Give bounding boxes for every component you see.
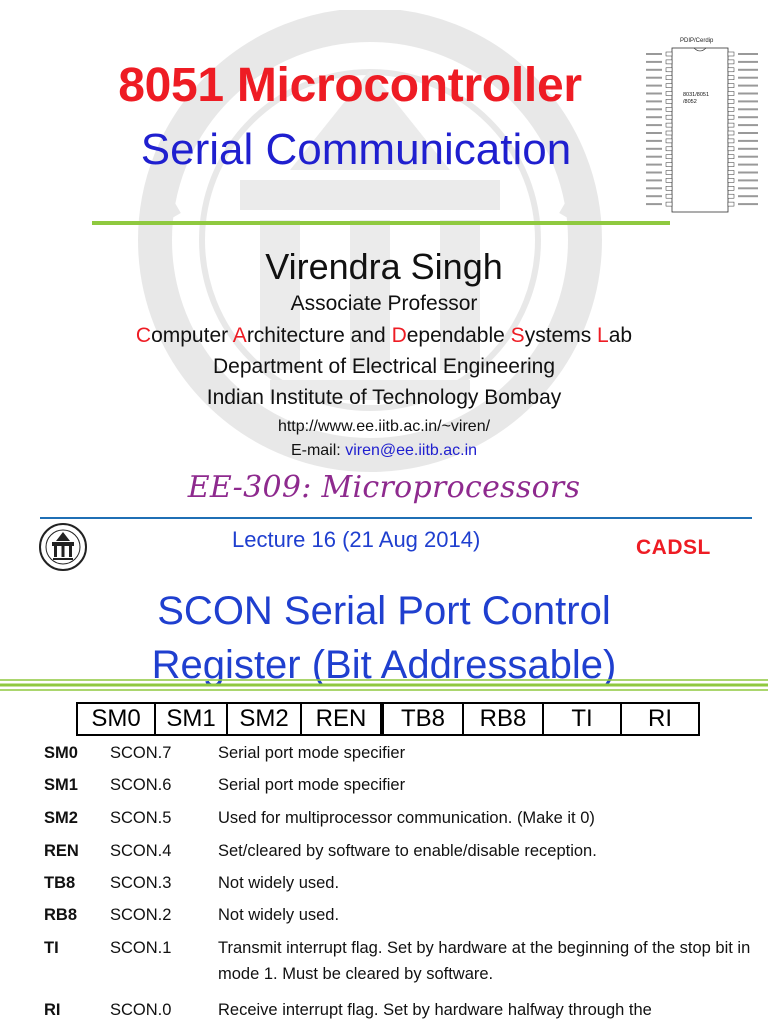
chip-pin-right <box>728 107 734 111</box>
chip-pin-label-left <box>646 132 662 134</box>
chip-part-line1: 8031/8051 <box>683 92 709 98</box>
bit-register: SCON.5 <box>110 809 172 827</box>
chip-pin-right <box>728 115 734 119</box>
bit-register: SCON.6 <box>110 776 172 794</box>
bit-name: SM2 <box>44 809 78 827</box>
slide-subtitle: Serial Communication <box>140 125 572 174</box>
chip-pinout-diagram <box>636 38 764 214</box>
institute: Indian Institute of Technology Bombay <box>206 386 562 409</box>
bit-description: Serial port mode specifier <box>218 744 406 762</box>
lab-initial: C <box>135 324 152 347</box>
chip-pin-label-right <box>738 77 758 79</box>
chip-pin-right <box>728 76 734 80</box>
chip-part-line2: /8052 <box>683 99 697 105</box>
chip-pin-label-left <box>646 148 662 150</box>
chip-package-caption: PDIP/Cerdip <box>680 38 714 44</box>
chip-pin-label-left <box>646 195 662 197</box>
bit-name: SM0 <box>44 744 78 762</box>
bit-description: Not widely used. <box>218 874 340 892</box>
bit-register: SCON.7 <box>110 744 172 762</box>
chip-pin-label-left <box>646 93 662 95</box>
department: Department of Electrical Engineering <box>212 355 555 378</box>
chip-pin-right <box>728 163 734 167</box>
bit-name: TB8 <box>44 874 76 892</box>
iitb-logo-icon <box>38 522 88 572</box>
register-bit-cell: REN <box>300 702 382 736</box>
chip-pin-label-right <box>738 132 758 134</box>
chip-pin-label-right <box>738 156 758 158</box>
chip-pin-label-left <box>646 164 662 166</box>
chip-pin-left <box>666 147 672 151</box>
bit-name: TI <box>44 939 59 957</box>
email-label: E-mail: <box>290 442 346 459</box>
chip-pin-right <box>728 52 734 56</box>
chip-pin-label-right <box>738 61 758 63</box>
chip-pin-left <box>666 52 672 56</box>
chip-pin-left <box>666 178 672 182</box>
register-bit-cell: SM0 <box>76 702 156 736</box>
lab-initial: L <box>597 324 609 347</box>
register-bit-cell: SM2 <box>226 702 302 736</box>
bit-name: SM1 <box>44 776 78 794</box>
chip-pin-right <box>728 178 734 182</box>
chip-pin-left <box>666 60 672 64</box>
bit-register: SCON.2 <box>110 906 172 924</box>
lab-name <box>0 324 768 348</box>
chip-pin-label-right <box>738 69 758 71</box>
chip-pin-right <box>728 171 734 175</box>
bit-description: Serial port mode specifier <box>218 776 406 794</box>
bit-name: RI <box>44 1001 61 1019</box>
chip-part-number <box>683 92 709 106</box>
green-divider <box>92 221 670 225</box>
bit-description: Not widely used. <box>218 906 340 924</box>
chip-pin-left <box>666 68 672 72</box>
chip-pin-label-right <box>738 116 758 118</box>
chip-pin-label-right <box>738 179 758 181</box>
chip-pin-right <box>728 84 734 88</box>
register-bit-cell: TI <box>542 702 622 736</box>
bit-description: Used for multiprocessor communication. (Make it 0) <box>218 809 595 827</box>
cadsl-logo: CADSL <box>636 536 711 559</box>
bit-register: SCON.4 <box>110 842 172 860</box>
chip-pin-label-left <box>646 69 662 71</box>
slide-title: 8051 Microcontroller <box>118 59 582 112</box>
chip-pin-left <box>666 139 672 143</box>
chip-pin-label-left <box>646 116 662 118</box>
chip-pin-right <box>728 194 734 198</box>
chip-pin-label-left <box>646 124 662 126</box>
blue-divider <box>40 517 752 519</box>
chip-pin-label-left <box>646 179 662 181</box>
register-bit-cell: RB8 <box>462 702 544 736</box>
lab-word: rchitecture and <box>246 324 392 347</box>
chip-pin-label-left <box>646 61 662 63</box>
green-rule <box>0 678 768 692</box>
chip-pin-right <box>728 139 734 143</box>
bit-name: RB8 <box>44 906 78 924</box>
chip-pin-right <box>728 99 734 103</box>
chip-pin-label-right <box>738 172 758 174</box>
chip-pin-right <box>728 147 734 151</box>
lecture-label: Lecture 16 (21 Aug 2014) <box>232 527 481 552</box>
presenter-name: Virendra Singh <box>265 246 503 287</box>
chip-pin-label-right <box>738 164 758 166</box>
chip-pin-right <box>728 68 734 72</box>
chip-pin-label-right <box>738 203 758 205</box>
chip-pin-left <box>666 115 672 119</box>
chip-pin-label-left <box>646 108 662 110</box>
email-link[interactable]: viren@ee.iitb.ac.in <box>345 442 478 459</box>
chip-pin-left <box>666 92 672 96</box>
chip-pin-left <box>666 131 672 135</box>
chip-pin-label-right <box>738 100 758 102</box>
chip-pin-label-right <box>738 53 758 55</box>
course-title: EE-309: Microprocessors <box>187 470 581 505</box>
chip-pin-right <box>728 186 734 190</box>
chip-pin-label-left <box>646 172 662 174</box>
register-bit-cell: RI <box>620 702 700 736</box>
chip-pin-right <box>728 202 734 206</box>
lab-word: ab <box>608 324 633 347</box>
scon-slide <box>0 578 768 1024</box>
chip-pin-left <box>666 202 672 206</box>
chip-pin-label-left <box>646 140 662 142</box>
chip-pin-right <box>728 60 734 64</box>
lab-word: ystems <box>524 324 598 347</box>
lab-initial: D <box>391 324 407 347</box>
bit-register: SCON.1 <box>110 939 172 957</box>
bit-name: REN <box>44 842 79 860</box>
presenter-role: Associate Professor <box>290 292 478 315</box>
chip-pin-label-left <box>646 100 662 102</box>
homepage-link[interactable]: http://www.ee.iitb.ac.in/~viren/ <box>277 418 491 435</box>
chip-pin-left <box>666 155 672 159</box>
chip-pin-left <box>666 186 672 190</box>
lab-word: omputer <box>151 324 233 347</box>
chip-pin-label-left <box>646 85 662 87</box>
chip-pin-left <box>666 171 672 175</box>
chip-pin-left <box>666 107 672 111</box>
chip-pin-left <box>666 99 672 103</box>
lab-initial: S <box>510 324 525 347</box>
title-line-1: SCON Serial Port Control <box>157 589 611 633</box>
register-bit-cell: TB8 <box>382 702 464 736</box>
chip-pin-right <box>728 123 734 127</box>
title-line-2: Register (Bit Addressable) <box>151 643 617 687</box>
bit-register: SCON.0 <box>110 1001 172 1019</box>
chip-pin-right <box>728 92 734 96</box>
chip-pin-right <box>728 131 734 135</box>
register-bit-cell: SM1 <box>154 702 228 736</box>
bit-register: SCON.3 <box>110 874 172 892</box>
email-line <box>0 442 768 460</box>
bit-description: Set/cleared by software to enable/disable reception. <box>218 842 597 860</box>
scon-register-diagram <box>78 702 700 736</box>
chip-pin-label-right <box>738 93 758 95</box>
chip-pin-label-left <box>646 156 662 158</box>
chip-pin-label-left <box>646 77 662 79</box>
chip-pin-label-right <box>738 195 758 197</box>
chip-pin-left <box>666 194 672 198</box>
chip-pin-left <box>666 163 672 167</box>
chip-pin-label-right <box>738 108 758 110</box>
chip-pin-label-right <box>738 148 758 150</box>
chip-pin-label-right <box>738 124 758 126</box>
lab-initial: A <box>232 324 247 347</box>
bit-description: Receive interrupt flag. Set by hardware halfway through the <box>218 1001 652 1019</box>
chip-pin-left <box>666 84 672 88</box>
chip-pin-left <box>666 123 672 127</box>
chip-pin-label-right <box>738 140 758 142</box>
chip-pin-label-right <box>738 187 758 189</box>
chip-pin-label-right <box>738 85 758 87</box>
chip-pin-label-left <box>646 203 662 205</box>
chip-pin-label-left <box>646 53 662 55</box>
chip-pin-right <box>728 155 734 159</box>
chip-pin-label-left <box>646 187 662 189</box>
lab-word: ependable <box>406 324 511 347</box>
slide-title <box>0 584 768 692</box>
bit-description: Transmit interrupt flag. Set by hardware at the beginning of the stop bit in mode 1. Must be cleared by software. <box>218 939 751 983</box>
chip-pin-left <box>666 76 672 80</box>
